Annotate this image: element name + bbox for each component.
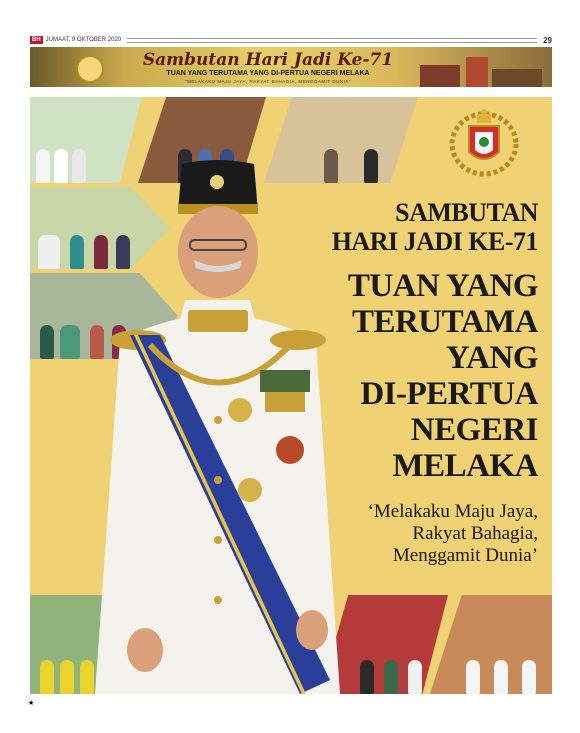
footer-mark: ★	[28, 699, 35, 707]
photo-figure	[522, 660, 536, 694]
headline-line: SAMBUTAN	[395, 198, 538, 227]
banner-building	[466, 57, 488, 87]
page-header	[30, 34, 552, 46]
header-rule	[127, 38, 537, 43]
headline-line: DI-PERTUA	[360, 376, 538, 412]
photo-figure	[40, 660, 54, 694]
collage-photo	[430, 595, 552, 694]
photo-figure	[408, 660, 422, 694]
banner-subtitle: TUAN YANG TERUTAMA YANG DI-PERTUA NEGERI MELAKA	[166, 70, 370, 77]
motto-line: Menggamit Dunia’	[392, 545, 538, 566]
banner-title: Sambutan Hari Jadi Ke-71	[142, 50, 394, 70]
photo-figure	[70, 235, 84, 269]
photo-figure	[494, 660, 508, 694]
motto-line: ‘Melakaku Maju Jaya,	[367, 501, 538, 522]
page-number: 29	[543, 35, 552, 45]
headline-line: TUAN YANG	[347, 268, 538, 304]
photo-figure	[364, 149, 378, 183]
photo-figure	[36, 149, 50, 183]
newspaper-logo: BH	[32, 37, 41, 43]
photo-figure	[60, 325, 80, 359]
headline-line: HARI JADI KE-71	[331, 227, 538, 256]
headline-line: TERUTAMA	[351, 304, 538, 340]
banner-crest-icon	[76, 55, 104, 83]
photo-figure	[466, 660, 480, 694]
governor-portrait	[90, 160, 345, 694]
melaka-crest-icon	[449, 104, 519, 178]
headline-line: MELAKA	[392, 448, 538, 484]
photo-figure	[40, 325, 54, 359]
photo-figure	[38, 235, 60, 269]
photo-figure	[72, 149, 86, 183]
banner-motto: "MELAKAKU MAJU JAYA, RAKYAT BAHAGIA, MENGGAMIT DUNIA"	[185, 79, 351, 84]
headline-line: NEGERI	[410, 412, 538, 448]
photo-figure	[360, 660, 374, 694]
headline-line: YANG	[445, 340, 538, 376]
event-banner	[30, 47, 552, 87]
issue-date: JUMAAT, 9 OKTOBER 2020	[45, 37, 122, 43]
photo-figure	[54, 149, 68, 183]
banner-building	[420, 65, 460, 87]
motto-line: Rakyat Bahagia,	[412, 523, 538, 544]
photo-figure	[384, 660, 398, 694]
banner-building	[492, 69, 542, 87]
photo-figure	[60, 660, 74, 694]
